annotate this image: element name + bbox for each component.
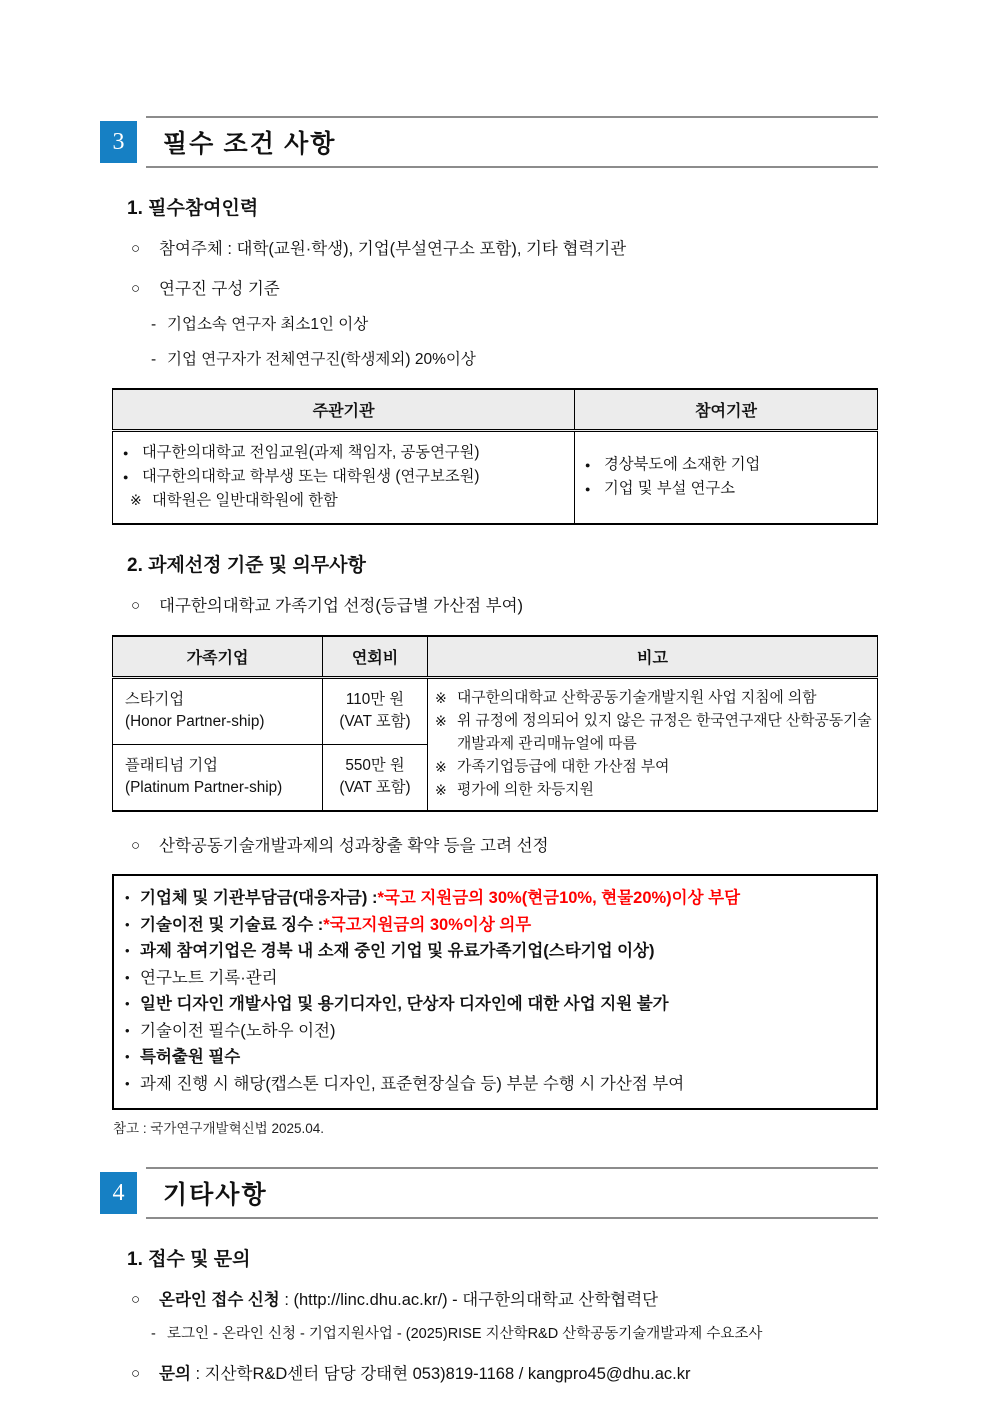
obligation-matching-fund-requirement: *국고 지원금의 30%(현금10%, 현물20%)이상 부담 [377,889,741,907]
family-company-header: 가족기업 [113,636,323,678]
bullet-contact [131,1363,878,1385]
contact-label: 문의 [159,1365,191,1383]
obligations-box [112,874,878,1110]
host-institution-header: 주관기관 [113,389,575,431]
obligation-line-tech-transfer [125,1018,864,1045]
contact-info: : 지산학R&D센터 담당 강태현 053)819-1168 / kangpro45@dhu.ac.kr [190,1365,691,1383]
dot-bullet-icon: • [125,943,130,958]
bullet-contact-text [159,1363,691,1385]
bullet-family-company [131,595,878,617]
dot-bullet-icon: • [125,1075,130,1091]
dot-bullet-icon: ● [123,448,129,458]
obligation-line-research-note [125,965,864,992]
remark-line-4 [435,779,872,802]
remark-line-2-text: 위 규정에 정의되어 있지 않은 규정은 한국연구재단 산학공동기술개발과제 관리매뉴얼에 따름 [457,713,872,752]
dash-application-path-text: 로그인 - 온라인 신청 - 기업지원사업 - (2025)RISE 지산학R&D 산학공동기술개발과제 수요조사 [167,1326,763,1342]
remark-line-3-text: 가족기업등급에 대한 가산점 부여 [457,759,670,775]
participant-institution-header: 참여기관 [575,389,878,431]
star-company-fee: 110만 원 [345,690,405,708]
circle-bullet-icon: ○ [131,1291,141,1308]
host-item-2 [123,465,566,489]
obligation-line-bonus-points [125,1071,864,1098]
remark-line-1-text: 대구한의대학교 산학공동기술개발지원 사업 지침에 의함 [457,690,817,706]
online-application-url: : (http://linc.dhu.ac.kr/) - 대구한의대학교 산학협력단 [279,1291,659,1309]
dash-item-min-researcher [151,314,878,335]
institutions-table [112,388,878,525]
section-4-title: 기타사항 [163,1182,268,1209]
remarks-cell [428,678,878,812]
obligation-line-company-location [125,938,864,965]
section-4-header [100,1167,878,1219]
dot-bullet-icon: • [125,996,130,1011]
remark-line-4-text: 평가에 의한 차등지원 [457,782,594,798]
dot-bullet-icon: ● [585,483,591,494]
host-institution-cell [113,431,575,525]
heading-required-personnel: 1. 필수참여인력 [127,198,259,219]
remark-line-3 [435,756,872,779]
circle-bullet-icon: ○ [131,837,141,854]
dash-bullet-icon: - [151,316,157,333]
bullet-team-criteria-text: 연구진 구성 기준 [159,280,280,298]
obligation-company-location-text: 과제 참여기업은 경북 내 소재 중인 기업 및 유료가족기업(스타기업 이상) [140,942,655,960]
obligation-research-note-text: 연구노트 기록·관리 [140,968,278,987]
bullet-family-company-text: 대구한의대학교 가족기업 선정(등급별 가산점 부여) [159,597,524,615]
bullet-outcome-selection-text: 산학공동기술개발과제의 성과창출 확약 등을 고려 선정 [159,837,549,855]
heading-selection-criteria: 2. 과제선정 기준 및 의무사항 [127,555,366,576]
section-4-title-rule [146,1167,878,1219]
reference-mark-icon: ※ [435,759,447,775]
dash-item-min-researcher-text: 기업소속 연구자 최소1인 이상 [167,316,369,333]
bullet-team-criteria [131,278,878,300]
participant-item-1-text: 경상북도에 소재한 기업 [604,455,761,473]
obligation-patent-text: 특허출원 필수 [140,1048,241,1066]
dash-bullet-icon: - [151,1326,156,1342]
circle-bullet-icon: ○ [131,1365,141,1382]
dash-item-researcher-ratio-text: 기업 연구자가 전체연구진(학생제외) 20%이상 [167,351,476,368]
participant-item-1 [585,453,869,477]
reference-mark-icon: ※ [435,782,447,798]
platinum-company-cell [113,745,323,812]
dot-bullet-icon: ● [585,459,591,470]
host-item-2-text: 대구한의대학교 학부생 또는 대학원생 (연구보조원) [142,468,480,485]
reference-mark-icon: ※ [435,713,447,729]
dot-bullet-icon: • [125,1049,130,1064]
heading-submission-inquiry: 1. 접수 및 문의 [127,1249,251,1270]
obligation-line-design-exclusion [125,991,864,1018]
star-company-name: 스타기업 [125,690,185,708]
obligation-matching-fund-label: 기업체 및 기관부담금(대응자금) : [140,889,378,907]
family-table-row-star [113,678,878,745]
dot-bullet-icon: • [125,916,130,932]
obligation-line-matching-fund [125,885,864,912]
remark-line-1 [435,687,872,710]
host-item-1 [123,441,566,465]
star-company-cell [113,678,323,745]
dash-application-path [151,1324,878,1345]
platinum-company-fee-vat: (VAT 포함) [339,778,411,796]
circle-bullet-icon: ○ [131,240,141,257]
section-3-title-rule [146,116,878,168]
participant-institution-cell [575,431,878,525]
dash-item-researcher-ratio [151,349,878,370]
host-item-note-text: 대학원은 일반대학원에 한함 [152,492,338,509]
section-3-number-badge: 3 [100,121,137,163]
participant-item-2 [585,477,869,501]
bullet-online-application [131,1289,878,1311]
participant-item-2-text: 기업 및 부설 연구소 [604,479,735,497]
platinum-company-fee: 550만 원 [345,756,405,774]
dot-bullet-icon: ● [123,472,129,482]
star-company-fee-cell [323,678,428,745]
family-table-header-row [113,636,878,678]
bullet-participants [131,238,878,260]
circle-bullet-icon: ○ [131,597,141,614]
dot-bullet-icon: • [125,969,130,985]
obligation-tech-fee-label: 기술이전 및 기술료 징수 : [140,915,324,934]
dot-bullet-icon: • [125,1022,130,1038]
platinum-company-name-en: (Platinum Partner-ship) [125,778,283,796]
bullet-participants-text: 참여주체 : 대학(교원·학생), 기업(부설연구소 포함), 기타 협력기관 [159,240,627,258]
obligation-bonus-points-text: 과제 진행 시 해당(캡스톤 디자인, 표준현장실습 등) 부분 수행 시 가산점 부여 [140,1074,685,1093]
obligation-line-patent [125,1044,864,1071]
obligation-tech-fee-requirement: *국고지원금의 30%이상 의무 [323,915,532,934]
section-4-number-badge: 4 [100,1172,137,1214]
obligation-line-tech-fee [125,912,864,939]
host-item-1-text: 대구한의대학교 전임교원(과제 책임자, 공동연구원) [142,444,480,461]
circle-bullet-icon: ○ [131,280,141,297]
star-company-name-en: (Honor Partner-ship) [125,712,265,730]
remark-line-2 [435,710,872,756]
platinum-company-name: 플래티넘 기업 [125,756,218,774]
annual-fee-header: 연회비 [323,636,428,678]
host-item-note [130,489,566,512]
institutions-table-header-row [113,389,878,431]
online-application-label: 온라인 접수 신청 [159,1291,280,1309]
remarks-header: 비고 [428,636,878,678]
reference-note: 참고 : 국가연구개발혁신법 2025.04. [113,1121,325,1136]
dash-bullet-icon: - [151,351,157,368]
platinum-company-fee-cell [323,745,428,812]
dot-bullet-icon: • [125,890,130,905]
bullet-outcome-selection [131,835,878,857]
institutions-table-body-row [113,431,878,525]
family-company-table [112,635,878,812]
bullet-online-application-text [159,1289,658,1311]
obligation-design-exclusion-text: 일반 디자인 개발사업 및 용기디자인, 단상자 디자인에 대한 사업 지원 불가 [140,995,669,1013]
reference-mark-icon: ※ [130,492,142,508]
section-3-title: 필수 조건 사항 [163,131,337,158]
section-3-header [100,116,878,168]
obligation-tech-transfer-text: 기술이전 필수(노하우 이전) [140,1021,336,1040]
reference-mark-icon: ※ [435,690,447,706]
star-company-fee-vat: (VAT 포함) [339,712,411,730]
